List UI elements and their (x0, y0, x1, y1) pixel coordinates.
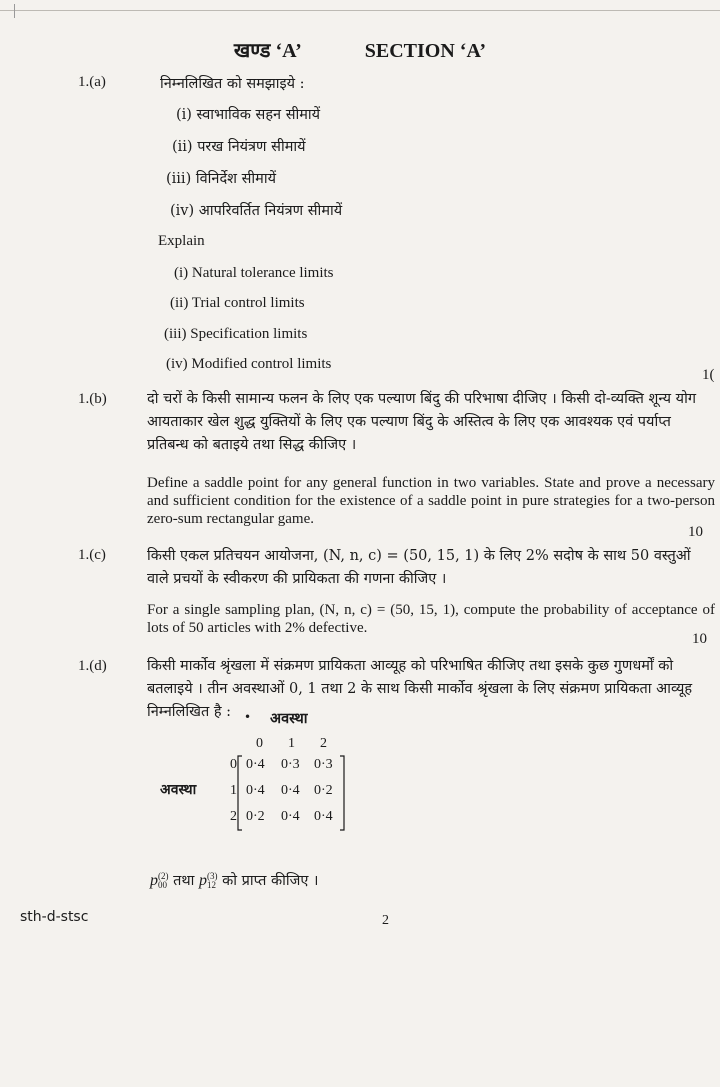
col-header-2: 2 (320, 736, 327, 751)
question-1a-hindi-item-2: (ii) परख नियंत्रण सीमायें (172, 139, 306, 155)
margin-tick (14, 4, 15, 18)
cell-2-1: 0·4 (281, 809, 300, 824)
question-1a-hindi-item-3: (iii) विनिर्देश सीमायें (166, 171, 277, 187)
cell-2-2: 0·4 (314, 809, 333, 824)
question-1c-english: For a single sampling plan, (N, n, c) = (50, 15, 1), compute the probability of acceptance of lots of 50 articles with 2% defective. (147, 602, 715, 636)
task-tail: को प्राप्त कीजिए । (217, 873, 319, 889)
question-1a-english-item-4: (iv) Modified control limits (166, 356, 332, 372)
p-first-sup: (2) (158, 871, 169, 881)
question-1b-hindi: दो चरों के किसी सामान्य फलन के लिए एक पल्याण बिंदु की परिभाषा दीजिए । किसी दो-व्यक्ति शून्य योग आयताकार खेल शुद्ध युक्तियों के लिए एक पल्याण बिंदु के अस्तित्व के लिए एक आवश्यक एवं पर्याप्त प्रतिबन्ध को बताइये तथा सिद्ध कीजिए । (147, 391, 696, 453)
state-label-top: अवस्था (270, 710, 308, 727)
row-header-0: 0 (230, 757, 237, 772)
question-1b-marks: 10 (688, 524, 703, 540)
cell-0-1: 0·3 (281, 757, 300, 772)
p-symbol-first: p (150, 872, 158, 889)
p-first-sub: 00 (158, 880, 167, 890)
transition-matrix (160, 736, 380, 856)
section-title-english: SECTION ‘A’ (364, 40, 487, 62)
cell-1-2: 0·2 (314, 783, 333, 798)
cell-2-0: 0·2 (246, 809, 265, 824)
question-1a-english-intro: Explain (158, 233, 205, 249)
question-1b-english: Define a saddle point for any general function in two variables. State and prove a necessary and sufficient condition for the existence of a saddle point in pure strategies for a two-person zero-sum rectangular game. (147, 475, 715, 527)
cell-1-1: 0·4 (281, 783, 300, 798)
paper-code: sth-d-stsc (20, 909, 89, 925)
row-header-2: 2 (230, 809, 237, 824)
question-1b-number: 1.(b) (78, 391, 107, 407)
question-1c-marks: 10 (692, 631, 707, 647)
question-1c-number: 1.(c) (78, 547, 106, 563)
col-header-1: 1 (288, 736, 295, 751)
question-1d-hindi: किसी मार्कोव श्रृंखला में संक्रमण प्रायिकता आव्यूह को परिभाषित कीजिए तथा इसके कुछ गुणधर्मों को बतलाइये । तीन अवस्थाओं 0, 1 तथा 2 के साथ किसी मार्कोव श्रृंखला के लिए संक्रमण प्रायिकता आव्यूह निम्नलिखित है : (147, 658, 693, 720)
p-symbol-second: p (199, 872, 208, 889)
state-label-side: अवस्था (160, 782, 197, 798)
cell-0-0: 0·4 (246, 757, 265, 772)
question-1c-hindi: किसी एकल प्रतिचयन आयोजना, (N, n, c) = (50, 15, 1) के लिए 2% सदोष के साथ 50 वस्तुओं वाले प्रचयों के स्वीकरण की प्रायिकता की गणना कीजिए । (147, 548, 691, 587)
question-1a-hindi-intro: निम्नलिखित को समझाइये : (160, 76, 305, 92)
section-title-hindi: खण्ड ‘A’ (233, 40, 302, 62)
top-rule (0, 10, 720, 11)
row-header-1: 1 (230, 783, 237, 798)
question-1a-english-item-2: (ii) Trial control limits (170, 295, 305, 311)
question-1a-number: 1.(a) (78, 74, 106, 90)
p-second-sup: (3) (207, 871, 218, 881)
question-1a-english-item-1: (i) Natural tolerance limits (174, 265, 334, 281)
p-second-sub: 12 (207, 880, 217, 890)
cell-1-0: 0·4 (246, 783, 265, 798)
question-1d-number: 1.(d) (78, 658, 107, 674)
question-1d-task (150, 870, 319, 890)
question-1a-english-item-3: (iii) Specification limits (164, 326, 308, 342)
page-number: 2 (382, 913, 389, 928)
question-1a-hindi-item-4: (iv) आपरिवर्तित नियंत्रण सीमायें (170, 203, 343, 219)
bullet-mark: • (244, 710, 252, 724)
col-header-0: 0 (256, 736, 263, 751)
tatha-word: तथा (168, 873, 200, 889)
section-header (0, 36, 720, 63)
cell-0-2: 0·3 (314, 757, 333, 772)
question-1a-marks: 1( (702, 367, 715, 383)
question-1a-hindi-item-1: (i) स्वाभाविक सहन सीमायें (176, 107, 321, 123)
